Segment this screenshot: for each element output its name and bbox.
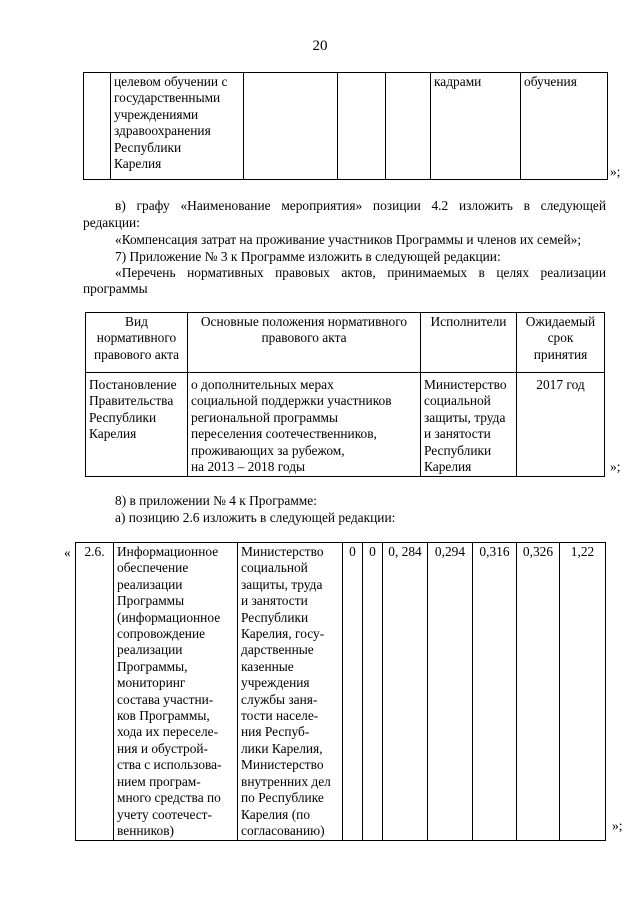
paragraph: редакции:	[83, 215, 140, 230]
paragraph: в) графу «Наименование мероприятия» позиции 4.2 изложить в следующей	[115, 198, 606, 213]
paragraph: а) позицию 2.6 изложить в следующей редакции:	[115, 510, 396, 525]
table-cell: Информационное обеспечение реализации Программы (информационное сопровождение реализации Программы, мониторинг состава участни- ков Программы, хода их переселе- ния и обустрой- ства с использова- нием програм- много средства по учету соотечест- венников)	[114, 543, 238, 841]
table-cell: Постановление Правительства Республики Карелия	[86, 373, 188, 477]
paragraph: «Перечень нормативных правовых актов, принимаемых в целях реализации	[115, 265, 606, 280]
table-header-row	[86, 313, 605, 373]
page-number: 20	[312, 38, 328, 54]
table-cell: 0,294	[428, 543, 473, 841]
header-cell: Ожидаемый срок принятия	[517, 313, 605, 373]
table-cell: целевом обучении с государственными учреждениями здравоохранения Республики Карелия	[111, 73, 244, 180]
table-cell: 1,22	[560, 543, 606, 841]
paragraph: «Компенсация затрат на проживание участников Программы и членов их семей»;	[115, 232, 582, 247]
close-quote: »;	[612, 818, 623, 833]
table-cell: 0	[363, 543, 383, 841]
paragraph: программы	[83, 281, 148, 296]
table-row	[84, 73, 608, 180]
header-cell: Исполнители	[421, 313, 517, 373]
paragraph: 7) Приложение № 3 к Программе изложить в следующей редакции:	[115, 249, 501, 264]
table-cell: Министерство социальной защиты, труда и занятости Республики Карелия, госу- дарственные казенные учреждения службы заня- тости населе- ния Респуб- лики Карелия, Министерство внутренних дел по Республике Карелия (по согласованию)	[238, 543, 343, 841]
table-row	[76, 543, 606, 841]
table-cell: 0,316	[473, 543, 517, 841]
table-cell	[386, 73, 431, 180]
table-cell: 2017 год	[517, 373, 605, 477]
table-cell	[84, 73, 111, 180]
close-quote: »;	[610, 164, 621, 179]
header-cell: Основные положения нормативного правового акта	[188, 313, 421, 373]
table-cell: обучения	[521, 73, 608, 180]
table-cell: кадрами	[431, 73, 521, 180]
position-2-6-table	[75, 542, 606, 841]
table-cell: 0,326	[517, 543, 560, 841]
normative-acts-table	[85, 312, 605, 477]
table-continuation	[83, 72, 608, 180]
table-cell: Министерство социальной защиты, труда и занятости Республики Карелия	[421, 373, 517, 477]
open-quote: «	[64, 545, 71, 560]
close-quote: »;	[610, 459, 621, 474]
table-cell	[338, 73, 386, 180]
header-cell: Вид нормативного правового акта	[86, 313, 188, 373]
table-cell: о дополнительных мерах социальной поддержки участников региональной программы переселения соотечественников, проживающих за рубежом, на 2013 – 2018 годы	[188, 373, 421, 477]
table-cell: 0, 284	[383, 543, 428, 841]
table-cell: 2.6.	[76, 543, 114, 841]
table-row	[86, 373, 605, 477]
table-cell: 0	[343, 543, 363, 841]
paragraph: 8) в приложении № 4 к Программе:	[115, 493, 317, 508]
table-cell	[244, 73, 338, 180]
